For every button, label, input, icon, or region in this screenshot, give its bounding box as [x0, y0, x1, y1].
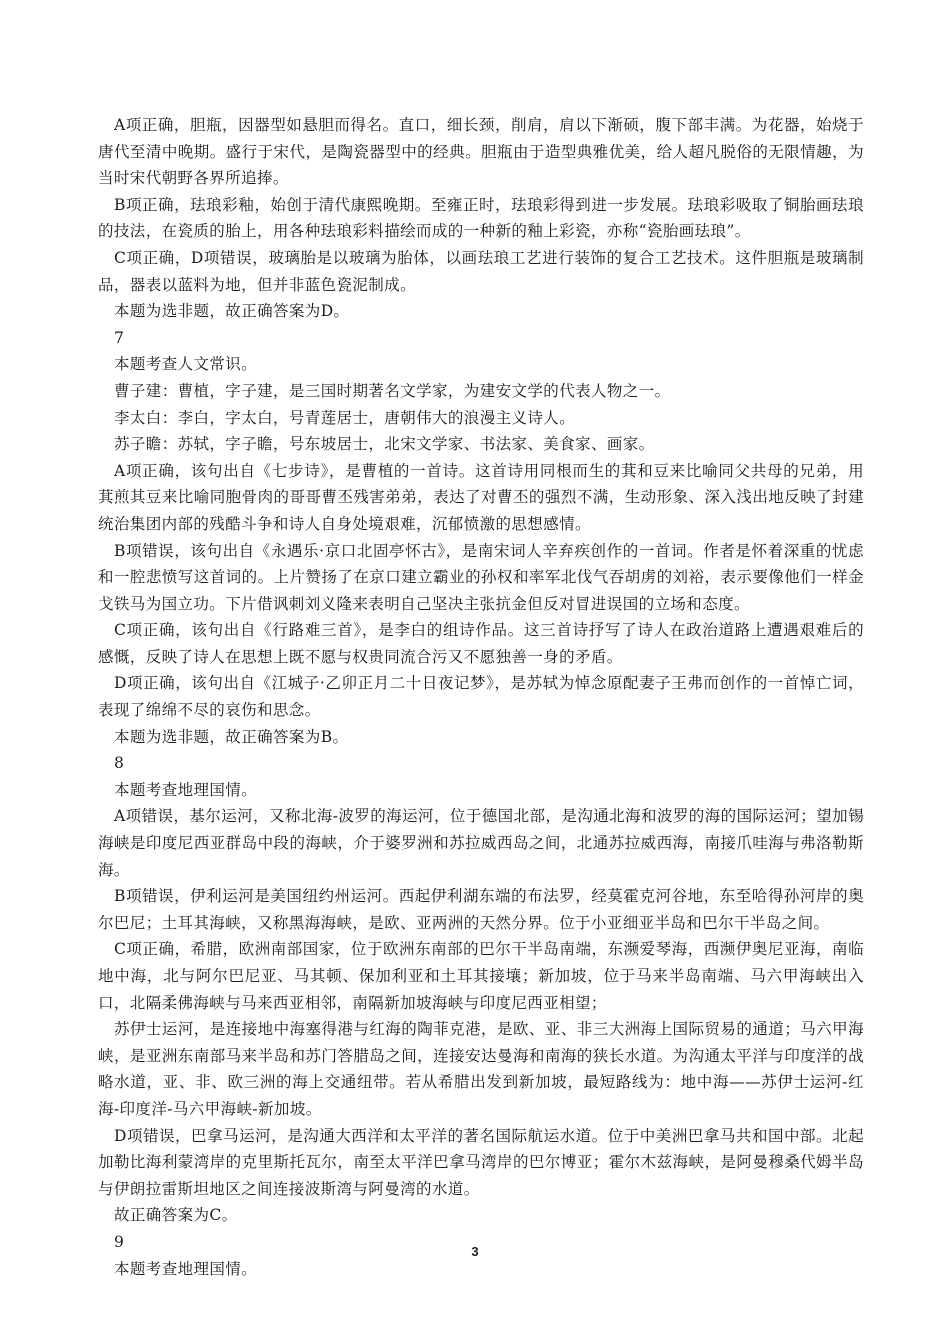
paragraph-8-option-c: C项正确，希腊，欧洲南部国家，位于欧洲东南部的巴尔干半岛南端，东濒爱琴海，西濒伊奥尼亚海，南临地中海，北与阿尔巴尼亚、马其顿、保加利亚和土耳其接壤；新加坡，位于马来半岛南端、马六甲海峡出入口，北隔柔佛海峡与马来西亚相邻，南隔新加坡海峡与印度尼西亚相望；	[98, 940, 864, 1012]
paragraph-6-option-cd: C项正确，D项错误，玻璃胎是以玻璃为胎体，以画珐琅工艺进行装饰的复合工艺技术。这件胆瓶是玻璃制品，器表以蓝料为地，但并非蓝色瓷泥制成。	[98, 248, 864, 294]
paragraph-7-option-c: C项正确，该句出自《行路难三首》，是李白的组诗作品。这三首诗抒写了诗人在政治道路上遭遇艰难后的感慨，反映了诗人在思想上既不愿与权贵同流合污又不愿独善一身的矛盾。	[98, 621, 864, 666]
paragraph-8-topic: 本题考查地理国情。	[114, 780, 258, 799]
paragraph-7-option-b: B项错误，该句出自《永遇乐·京口北固亭怀古》，是南宋词人辛弃疾创作的一首词。作者是怀着深重的忧虑和一腔悲愤写这首词的。上片赞扬了在京口建立霸业的孙权和率军北伐气吞胡虏的刘裕，表示要像他们一样金戈铁马为国立功。下片借讽刺刘义隆来表明自己坚决主张抗金但反对冒进误国的立场和态度。	[98, 541, 864, 613]
paragraph-7-li-taibai: 李太白：李白，字太白，号青莲居士，唐朝伟大的浪漫主义诗人。	[114, 408, 576, 427]
document-body	[0, 112, 950, 1282]
paragraph-8-option-b: B项错误，伊利运河是美国纽约州运河。西起伊利湖东端的布法罗，经莫霍克河谷地，东至哈得孙河岸的奥尔巴尼；土耳其海峡，又称黑海海峡，是欧、亚两洲的天然分界。位于小亚细亚半岛和巴尔干半岛之间。	[98, 887, 864, 932]
paragraph-6-option-a: A项正确，胆瓶，因器型如悬胆而得名。直口，细长颈，削肩，肩以下渐硕，腹下部丰满。为花器，始烧于唐代至清中晚期。盛行于宋代，是陶瓷器型中的经典。胆瓶由于造型典雅优美，给人超凡脱俗的无限情趣，为当时宋代朝野各界所追捧。	[98, 116, 864, 188]
question-number-9: 9	[114, 1232, 125, 1251]
paragraph-7-su-zizhan: 苏子瞻：苏轼，字子瞻，号东坡居士，北宋文学家、书法家、美食家、画家。	[114, 435, 655, 454]
paragraph-9-topic: 本题考查地理国情。	[114, 1259, 258, 1278]
paragraph-8-option-d: D项错误，巴拿马运河，是沟通大西洋和太平洋的著名国际航运水道。位于中美洲巴拿马共和国中部。北起加勒比海利蒙湾岸的克里斯托瓦尔，南至太平洋巴拿马湾岸的巴尔博亚；霍尔木兹海峡，是阿曼穆桑代姆半岛与伊朗拉雷斯坦地区之间连接波斯湾与阿曼湾的水道。	[98, 1126, 864, 1198]
paragraph-8-option-c-route: 苏伊士运河，是连接地中海塞得港与红海的陶菲克港，是欧、亚、非三大洲海上国际贸易的通道；马六甲海峡，是亚洲东南部马来半岛和苏门答腊岛之间，连接安达曼海和南海的狭长水道。为沟通太平洋与印度洋的战略水道，亚、非、欧三洲的海上交通纽带。若从希腊出发到新加坡，最短路线为：地中海——苏伊士运河-红海-印度洋-马六甲海峡-新加坡。	[98, 1020, 864, 1118]
paragraph-7-cao-zijian: 曹子建：曹植，字子建，是三国时期著名文学家，为建安文学的代表人物之一。	[114, 381, 671, 400]
paragraph-7-option-a: A项正确，该句出自《七步诗》，是曹植的一首诗。这首诗用同根而生的萁和豆来比喻同父共母的兄弟，用萁煎其豆来比喻同胞骨肉的哥哥曹丕残害弟弟，表达了对曹丕的强烈不满，生动形象、深入浅出地反映了封建统治集团内部的残酷斗争和诗人自身处境艰难，沉郁愤激的思想感情。	[98, 461, 864, 533]
question-number-8: 8	[114, 754, 125, 773]
page-number: 3	[471, 1244, 479, 1259]
paragraph-8-answer: 故正确答案为C。	[114, 1206, 238, 1225]
paragraph-7-option-d: D项正确，该句出自《江城子·乙卯正月二十日夜记梦》，是苏轼为悼念原配妻子王弗而创作的一首悼亡词，表现了绵绵不尽的哀伤和思念。	[98, 674, 864, 720]
paragraph-6-answer: 本题为选非题，故正确答案为D。	[114, 302, 350, 321]
paragraph-7-topic: 本题考查人文常识。	[114, 355, 258, 374]
question-number-7: 7	[114, 328, 125, 347]
paragraph-6-option-b: B项正确，珐琅彩釉，始创于清代康熙晚期。至雍正时，珐琅彩得到进一步发展。珐琅彩吸取了铜胎画珐琅的技法，在瓷质的胎上，用各种珐琅彩料描绘而成的一种新的釉上彩瓷，亦称“瓷胎画珐琅”。	[98, 195, 864, 241]
paragraph-7-answer: 本题为选非题，故正确答案为B。	[114, 727, 349, 746]
paragraph-8-option-a: A项错误，基尔运河，又称北海-波罗的海运河，位于德国北部，是沟通北海和波罗的海的国际运河；望加锡海峡是印度尼西亚群岛中段的海峡，介于婆罗洲和苏拉威西岛之间，北通苏拉威西海，南接爪哇海与弗洛勒斯海。	[98, 807, 864, 879]
